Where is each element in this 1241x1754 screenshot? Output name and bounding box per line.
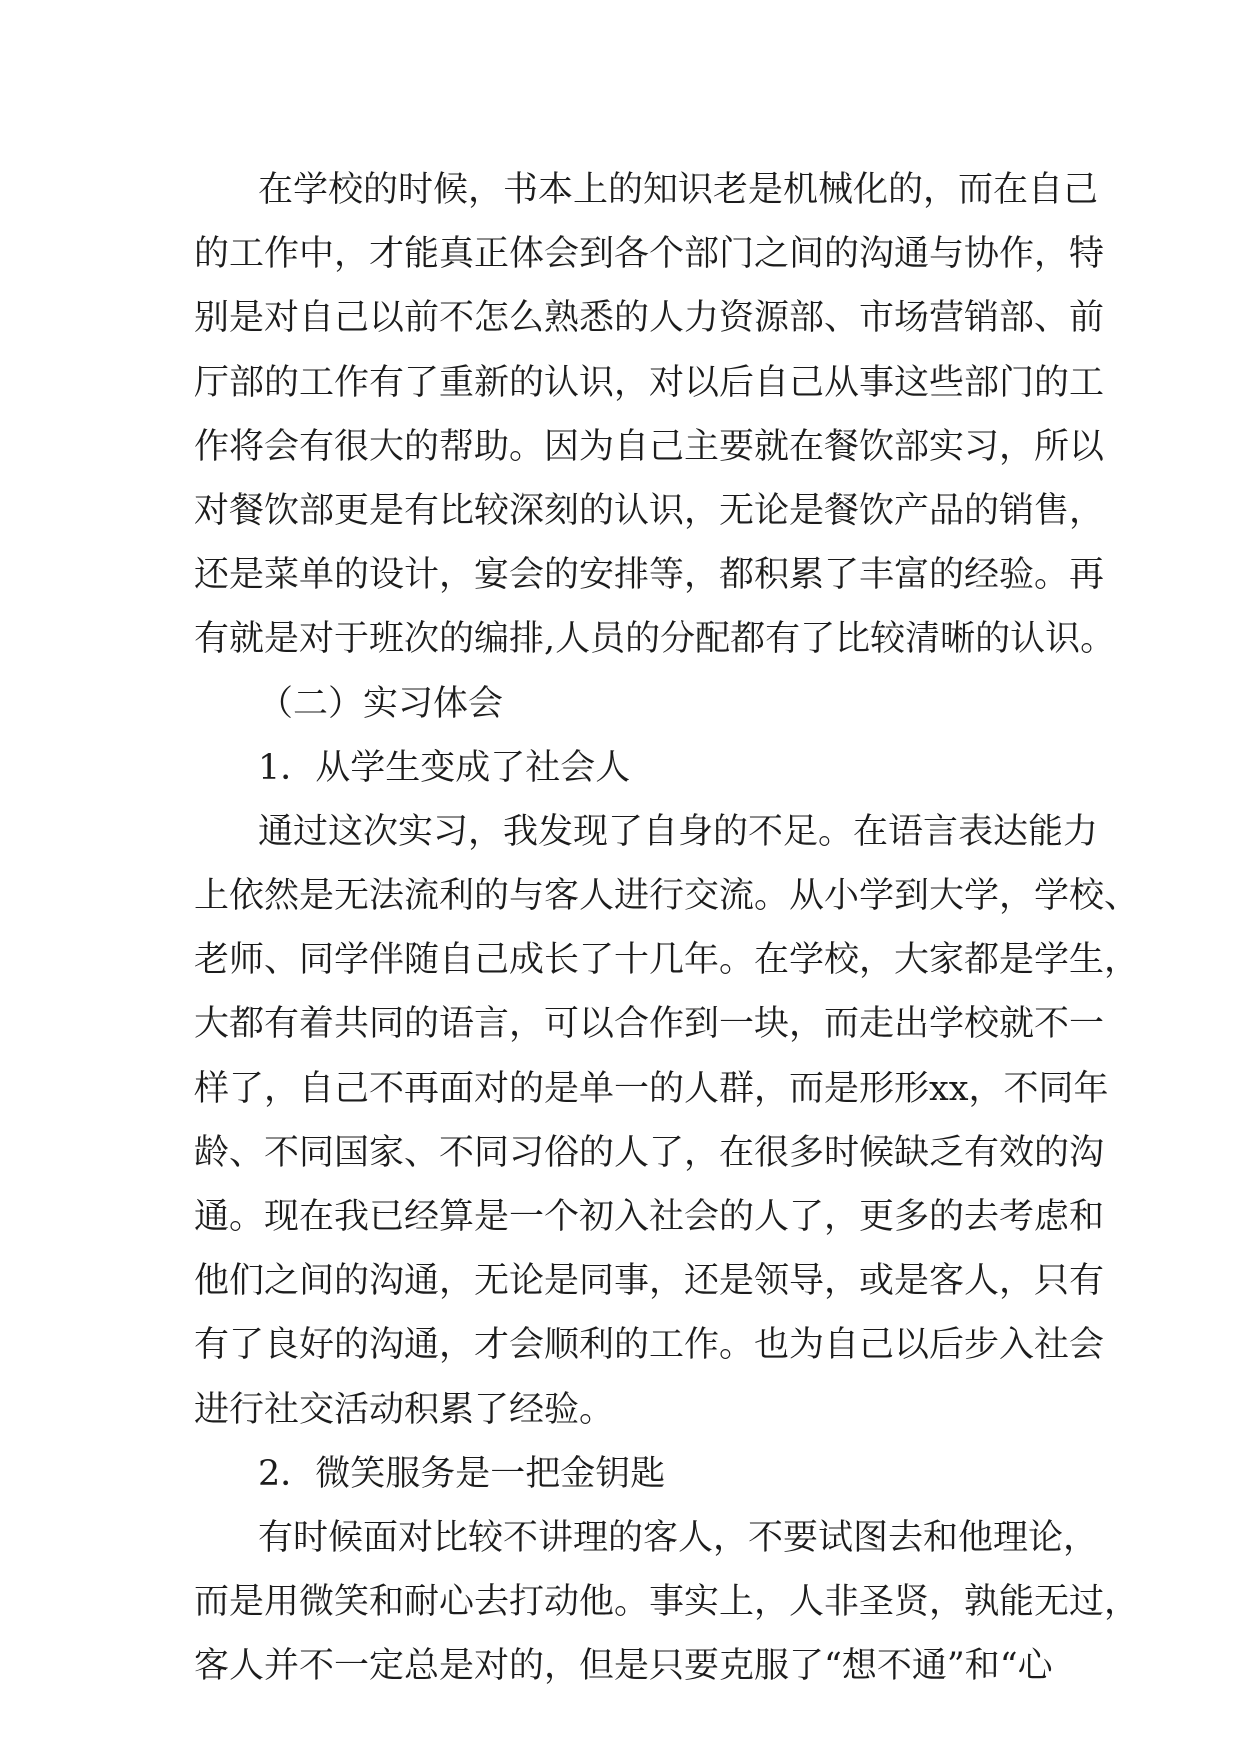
paragraph-line: 有就是对于班次的编排,人员的分配都有了比较清晰的认识。	[194, 619, 1116, 660]
body-text	[194, 158, 1140, 1699]
paragraph-line: 对餐饮部更是有比较深刻的认识，无论是餐饮产品的销售，	[194, 490, 1105, 531]
paragraph-line: 老师、同学伴随自己成长了十几年。在学校，大家都是学生，	[194, 940, 1140, 981]
paragraph-line: 上依然是无法流利的与客人进行交流。从小学到大学，学校、	[194, 876, 1140, 917]
section-heading: （二）实习体会	[258, 683, 504, 724]
paragraph-line: 进行社交活动积累了经验。	[194, 1389, 615, 1430]
paragraph-line: 有了良好的沟通，才会顺利的工作。也为自己以后步入社会	[194, 1325, 1105, 1366]
paragraph-line: 别是对自己以前不怎么熟悉的人力资源部、市场营销部、前	[194, 298, 1105, 339]
paragraph-line: 的工作中，才能真正体会到各个部门之间的沟通与协作，特	[194, 234, 1105, 275]
paragraph-line: 而是用微笑和耐心去打动他。事实上，人非圣贤，孰能无过，	[194, 1582, 1140, 1623]
paragraph-line: 还是菜单的设计，宴会的安排等，都积累了丰富的经验。再	[194, 555, 1105, 596]
paragraph-line: 样了，自己不再面对的是单一的人群，而是形形xx，不同年	[194, 1068, 1109, 1109]
paragraph-line: 通。现在我已经算是一个初入社会的人了，更多的去考虑和	[194, 1197, 1105, 1237]
paragraph-line: 在学校的时候，书本上的知识老是机械化的，而在自己	[258, 170, 1099, 210]
paragraph-line: 作将会有很大的帮助。因为自己主要就在餐饮部实习，所以	[194, 426, 1105, 467]
subsection-heading: 2．微笑服务是一把金钥匙	[258, 1453, 666, 1494]
paragraph-line: 有时候面对比较不讲理的客人，不要试图去和他理论，	[258, 1517, 1099, 1558]
paragraph-line: 他们之间的沟通，无论是同事，还是领导，或是客人，只有	[194, 1261, 1105, 1302]
paragraph-line: 龄、不同国家、不同习俗的人了，在很多时候缺乏有效的沟	[194, 1132, 1105, 1173]
paragraph-line: 客人并不一定总是对的，但是只要克服了“想不通”和“心	[194, 1646, 1053, 1687]
subsection-heading: 1．从学生变成了社会人	[258, 747, 631, 788]
paragraph-line: 大都有着共同的语言，可以合作到一块，而走出学校就不一	[194, 1004, 1105, 1045]
paragraph-line: 通过这次实习，我发现了自身的不足。在语言表达能力	[258, 811, 1099, 852]
paragraph-line: 厅部的工作有了重新的认识，对以后自己从事这些部门的工	[194, 362, 1105, 403]
